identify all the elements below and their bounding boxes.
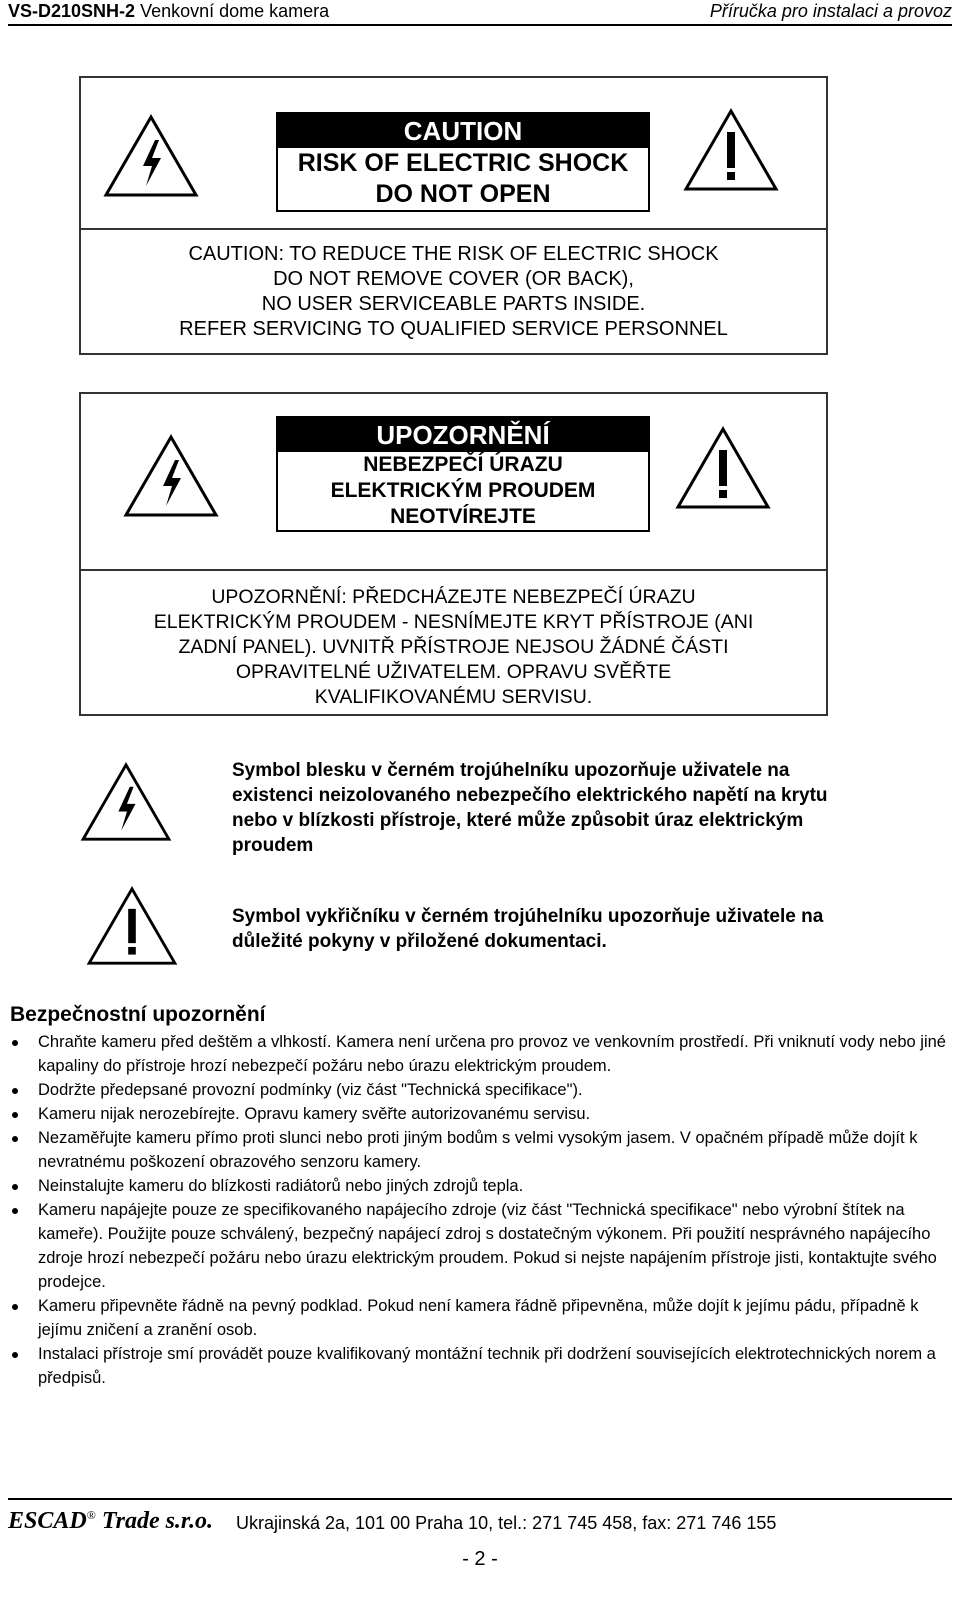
safety-section-title: Bezpečnostní upozornění: [10, 1003, 266, 1026]
caution-panel-en: [79, 76, 828, 355]
bullet-icon: [12, 1136, 18, 1142]
upozorneni-label-line: NEBEZPEČÍ ÚRAZU: [363, 453, 563, 476]
caution-text-line: DO NOT REMOVE COVER (OR BACK),: [273, 268, 634, 290]
exclamation-warning-icon: [683, 108, 779, 192]
upozorneni-label-line: NEOTVÍREJTE: [390, 505, 536, 528]
caution-panel-cz-text: [81, 571, 826, 710]
caution-panel-en-top: [81, 78, 826, 230]
upozorneni-text-line: KVALIFIKOVANÉMU SERVISU.: [314, 686, 593, 708]
caution-text-line: NO USER SERVICEABLE PARTS INSIDE.: [261, 293, 646, 315]
model-number: VS-D210SNH-2: [8, 1, 136, 21]
page-number: - 2 -: [462, 1548, 498, 1570]
exclamation-warning-icon: [675, 426, 771, 510]
bullet-icon: [12, 1184, 18, 1190]
caution-text-line: REFER SERVICING TO QUALIFIED SERVICE PERSONNEL: [179, 318, 728, 340]
page-header: [8, 0, 952, 26]
list-item: Dodržte předepsané provozní podmínky (viz část "Technická specifikace").: [10, 1078, 950, 1102]
upozorneni-text-line: ZADNÍ PANEL). UVNITŘ PŘÍSTROJE NEJSOU ŽÁDNÉ ČÁSTI: [178, 636, 729, 658]
list-item: Instalaci přístroje smí provádět pouze kvalifikovaný montážní technik při dodržení souvisejících elektrotechnických norem a předpisů.: [10, 1342, 950, 1390]
exclamation-symbol-explanation: [80, 904, 880, 964]
lightning-warning-icon: [80, 762, 172, 842]
caution-panel-cz-top: [81, 394, 826, 571]
caution-label-line: DO NOT OPEN: [375, 180, 551, 208]
caution-text-line: CAUTION: TO REDUCE THE RISK OF ELECTRIC SHOCK: [188, 243, 719, 265]
list-item: Kameru připevněte řádně na pevný podklad. Pokud není kamera řádně připevněna, může dojít k jejímu pádu, případně k jejímu zničení a zranění osob.: [10, 1294, 950, 1342]
lightning-symbol-text: Symbol blesku v černém trojúhelníku upozorňuje uživatele na existenci neizolovaného nebezpečího elektrického napětí na krytu nebo v blízkosti přístroje, které může způsobit úraz elektrickým proudem: [232, 760, 828, 856]
document-type: Příručka pro instalaci a provoz: [709, 1, 952, 21]
exclamation-warning-icon: [86, 886, 178, 966]
upozorneni-label-line: ELEKTRICKÝM PROUDEM: [330, 479, 596, 502]
company-logo: ESCAD® Trade s.r.o.: [8, 1508, 213, 1534]
safety-list: [10, 1030, 950, 1390]
bullet-icon: [12, 1112, 18, 1118]
caution-panel-cz: [79, 392, 828, 716]
caution-label-line: RISK OF ELECTRIC SHOCK: [297, 149, 629, 177]
list-item: Chraňte kameru před deštěm a vlhkostí. Kamera není určena pro provoz ve venkovním prostředí. Při vniknutí vody nebo jiné kapaliny do přístroje hrozí nebezpečí požáru nebo úrazu elektrickým proudem.: [10, 1030, 950, 1078]
upozorneni-label-box: [276, 416, 650, 532]
bullet-icon: [12, 1088, 18, 1094]
exclamation-symbol-text: Symbol vykřičníku v černém trojúhelníku upozorňuje uživatele na důležité pokyny v přiložené dokumentaci.: [232, 906, 824, 952]
list-item: Nezaměřujte kameru přímo proti slunci nebo proti jiným bodům s velmi vysokým jasem. V opačném případě může dojít k nevratnému poškození obrazového senzoru kamery.: [10, 1126, 950, 1174]
bullet-icon: [12, 1208, 18, 1214]
page-footer: [8, 1498, 952, 1540]
bullet-icon: [12, 1304, 18, 1310]
upozorneni-label-title: UPOZORNĚNÍ: [278, 418, 648, 452]
upozorneni-text-line: UPOZORNĚNÍ: PŘEDCHÁZEJTE NEBEZPEČÍ ÚRAZU: [211, 586, 696, 608]
list-item: Kameru napájejte pouze ze specifikovaného napájecího zdroje (viz část "Technická specifikace" nebo výrobní štítek na kameře). Použijte pouze schválený, bezpečný napájecí zdroj s dostatečným výkonem. Při použití nesprávného napájecího zdroje hrozí nebezpečí požáru nebo úrazu elektrickým proudem. Pokud si nejste napájením přístroje jisti, kontaktujte svého prodejce.: [10, 1198, 950, 1294]
caution-panel-en-text: [81, 230, 826, 342]
caution-label-box: [276, 112, 650, 212]
caution-label-title: CAUTION: [278, 114, 648, 148]
lightning-warning-icon: [123, 434, 219, 518]
list-item: Kameru nijak nerozebírejte. Opravu kamery svěřte autorizovanému servisu.: [10, 1102, 950, 1126]
lightning-symbol-explanation: [80, 758, 880, 858]
bullet-icon: [12, 1040, 18, 1046]
bullet-icon: [12, 1352, 18, 1358]
list-item: Neinstalujte kameru do blízkosti radiátorů nebo jiných zdrojů tepla.: [10, 1174, 950, 1198]
upozorneni-text-line: OPRAVITELNÉ UŽIVATELEM. OPRAVU SVĚŘTE: [235, 661, 672, 683]
lightning-warning-icon: [103, 114, 199, 198]
company-address: Ukrajinská 2a, 101 00 Praha 10, tel.: 271 745 458, fax: 271 746 155: [236, 1513, 777, 1533]
header-title: Venkovní dome kamera: [140, 1, 330, 21]
upozorneni-text-line: ELEKTRICKÝM PROUDEM - NESNÍMEJTE KRYT PŘÍSTROJE (ANI: [153, 611, 754, 633]
